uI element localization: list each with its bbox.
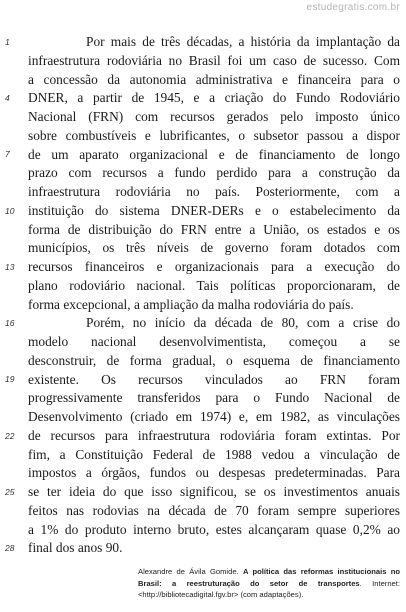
citation-line (138, 566, 400, 578)
text-line: Desenvolvimento (criado em 1974) e, em 1982, as vinculações (28, 409, 400, 424)
text-line: impostos a órgãos, fundos ou despesas predeterminadas. Para (28, 465, 400, 481)
text-line: DNER, a partir de 1945, e a criação do Fundo Rodoviário (28, 90, 400, 106)
citation-line (138, 578, 400, 590)
citation-internet: . Internet: (359, 578, 400, 588)
citation-note: (com adaptações). (238, 590, 304, 599)
line-number: 22 (5, 431, 15, 441)
text-line: progressivamente transferidos para o Fundo Nacional de (28, 390, 400, 406)
text-line: final dos anos 90. (28, 540, 123, 556)
line-number: 10 (5, 206, 15, 216)
text-line: existente. Os recursos vinculados ao FRN foram (28, 371, 400, 387)
text-line: desconstruir, de forma gradual, o esquema de financiamento (28, 352, 400, 368)
citation-title: Brasil: a reestruturação do setor de transportes (138, 578, 360, 588)
text-line: a 1% do produto interno bruto, estes alcançaram quase 0,2% ao (28, 521, 400, 537)
line-number: 7 (5, 149, 10, 159)
text-line: infraestrutura rodoviária no país. Posteriormente, com a (28, 184, 400, 199)
line-number: 16 (5, 318, 15, 328)
text-line: infraestrutura rodoviária no Brasil foi um caso de sucesso. Com (28, 52, 400, 68)
citation-author: Alexandre de Ávila Gomide. (138, 567, 239, 576)
text-line: de um aparato organizacional e de financiamento de longo (28, 146, 400, 162)
text-line: fim, a Constituição Federal de 1988 vedou a vinculação de (28, 446, 400, 462)
text-line: feitos nas rodovias na década de 70 foram sempre superiores (28, 502, 400, 518)
text-line: forma de distribuição do FRN entre a União, os estados e os (28, 221, 400, 237)
body-text (28, 33, 400, 558)
text-line: sobre combustíveis e lubrificantes, o subsetor passou a dispor (28, 127, 400, 143)
line-number: 1 (5, 37, 10, 47)
watermark: estudegratis.com.br (306, 2, 400, 13)
citation-url: <http://bibliotecadigital.fgv.br> (138, 590, 239, 599)
line-number: 25 (5, 487, 15, 497)
text-line: de recursos para infraestrutura rodoviária foram extintas. Por (28, 427, 400, 443)
citation-line (138, 589, 400, 601)
text-line: plano rodoviário nacional. Tais políticas proporcionaram, de (28, 277, 400, 293)
text-line: se ter ideia do que isso significou, se os investimentos anuais (28, 484, 400, 499)
text-line: Nacional (FRN) com recursos gerados pelo imposto único (28, 109, 400, 124)
text-line: municípios, os três níveis de governo foram dotados com (28, 240, 400, 256)
text-line: Porém, no início da década de 80, com a crise do (86, 315, 400, 331)
line-number: 4 (5, 93, 10, 103)
citation-title: A política das reformas institucionais no (242, 567, 400, 576)
text-line: instituição do sistema DNER-DERs e o estabelecimento da (28, 202, 400, 218)
text-line: forma excepcional, a ampliação da malha rodoviária do país. (28, 296, 354, 312)
text-line: prazo com recursos a fundo perdido para a construção da (28, 165, 400, 181)
text-line: a concessão da autonomia administrativa e financeira para o (28, 71, 400, 87)
line-number: 19 (5, 374, 15, 384)
text-line: Por mais de três décadas, a história da implantação da (86, 34, 400, 49)
text-line: recursos financeiros e organizacionais para a execução do (28, 259, 400, 274)
line-number: 13 (5, 262, 15, 272)
line-number: 28 (5, 543, 15, 553)
source-citation (138, 566, 400, 601)
text-line: modelo nacional desenvolvimentista, começou a se (28, 334, 400, 349)
